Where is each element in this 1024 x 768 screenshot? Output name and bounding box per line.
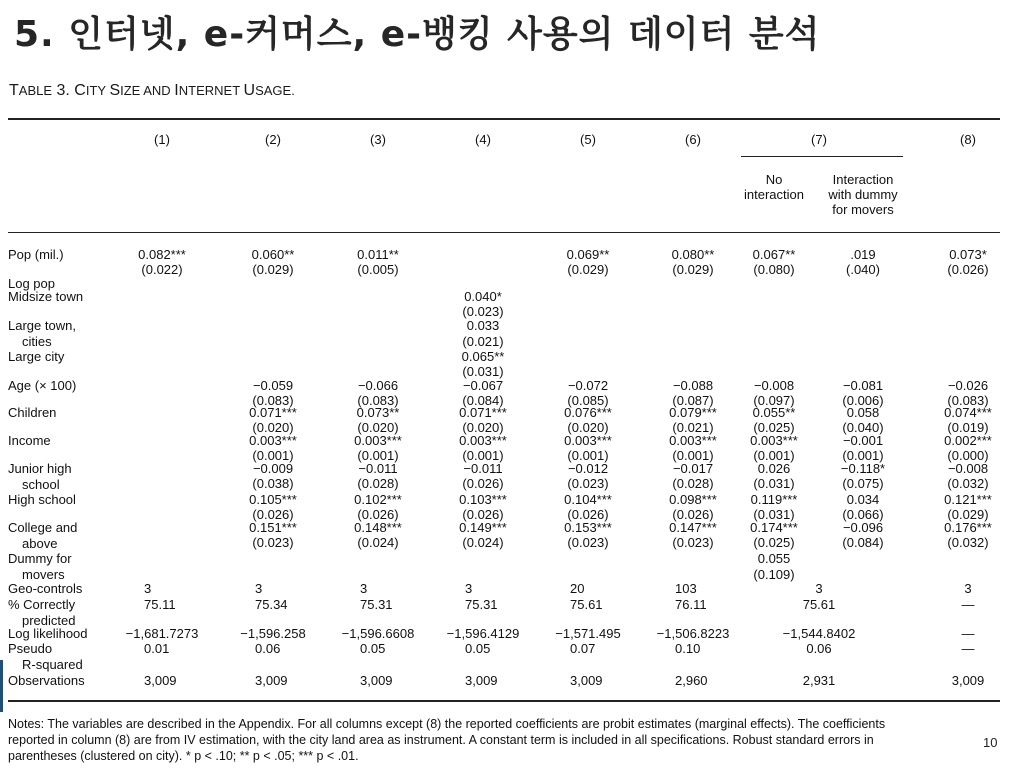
se-cell: (0.026) (252, 507, 294, 522)
se-cell: (0.020) (462, 420, 504, 435)
se-cell: (0.083) (252, 393, 294, 408)
stat-cell: 3,009 (360, 673, 393, 688)
coef-cell: −0.067 (462, 378, 504, 393)
table-bottom-rule (8, 700, 1000, 702)
se-cell: (0.001) (462, 448, 504, 463)
se-cell: (0.024) (357, 535, 399, 550)
notes-line: parentheses (clustered on city). * p < .10; ** p < .05; *** p < .01. (8, 749, 359, 763)
stat-cell: 3 (144, 581, 152, 596)
se-cell: (0.085) (567, 393, 609, 408)
notes-line: reported in column (8) are from IV estimation, with the city land area as instrument. A constant term is included in all specifications. Robust standard errors in (8, 733, 874, 747)
coef-cell: 0.003*** (669, 433, 717, 448)
coef-cell: 0.011** (357, 247, 399, 262)
coef-cell: 0.103*** (459, 492, 507, 507)
stat-cell: 0.07 (570, 641, 596, 656)
table-header-rule (8, 232, 1000, 233)
coef-cell: −0.012 (567, 461, 609, 476)
coef-cell: 0.148*** (354, 520, 402, 535)
row-label: Income (8, 433, 51, 448)
coef-cell: −0.096 (842, 520, 884, 535)
row-label: Large town, (8, 318, 76, 333)
stat-cell: 3,009 (255, 673, 288, 688)
column-header: (7) (811, 132, 827, 147)
notes-line: Notes: The variables are described in the Appendix. For all columns except (8) the reported coefficients are probit estimates (marginal effects). The coefficients (8, 717, 886, 731)
se-cell: (0.032) (947, 476, 989, 491)
stat-cell: 75.34 (255, 597, 288, 612)
coef-cell: 0.153*** (564, 520, 612, 535)
se-cell: (0.021) (672, 420, 714, 435)
se-cell: (0.026) (462, 476, 504, 491)
row-label: Children (8, 405, 57, 420)
se-cell: (0.025) (753, 535, 795, 550)
se-cell: (0.031) (753, 476, 795, 491)
coef-cell: 0.003*** (459, 433, 507, 448)
coef-cell: 0.076*** (564, 405, 612, 420)
coef-cell: 0.055** (752, 405, 796, 420)
column-header: (8) (960, 132, 976, 147)
se-cell: (0.032) (947, 535, 989, 550)
stat-cell: 75.61 (570, 597, 603, 612)
coef-cell: −0.118* (840, 461, 886, 476)
stat-cell: 3 (360, 581, 368, 596)
se-cell: (0.021) (462, 334, 504, 349)
coef-cell: −0.011 (358, 461, 398, 476)
coef-cell: 0.003*** (750, 433, 798, 448)
stat-cell: — (961, 626, 975, 641)
se-cell: (0.001) (252, 448, 294, 463)
stat-cell: 75.11 (144, 597, 176, 612)
row-label: Log pop (8, 276, 55, 291)
coef-cell: −0.072 (567, 378, 609, 393)
coef-cell: 0.082*** (138, 247, 186, 262)
se-cell: (0.109) (753, 567, 795, 582)
coef-cell: −0.011 (463, 461, 503, 476)
coef-cell: −0.008 (753, 378, 795, 393)
row-label: R-squared (22, 657, 83, 672)
se-cell: (0.040) (842, 420, 884, 435)
stat-cell: 2,931 (802, 673, 836, 688)
coef-cell: 0.151*** (249, 520, 297, 535)
coef-cell: −0.081 (842, 378, 884, 393)
se-cell: (0.023) (567, 476, 609, 491)
coef-cell: 0.080** (671, 247, 715, 262)
se-cell: (0.026) (357, 507, 399, 522)
row-label: above (22, 536, 58, 551)
se-cell: (0.026) (672, 507, 714, 522)
row-label: Geo-controls (8, 581, 83, 596)
column-7-span-rule (741, 156, 903, 157)
coef-cell: 0.147*** (669, 520, 717, 535)
stat-cell: 75.61 (802, 597, 836, 612)
coef-cell: 0.002*** (944, 433, 992, 448)
column-header: (5) (580, 132, 596, 147)
coef-cell: −0.001 (842, 433, 884, 448)
stat-cell: 2,960 (675, 673, 708, 688)
column-header: (6) (685, 132, 701, 147)
se-cell: (0.080) (753, 262, 795, 277)
slide-accent-bar (0, 660, 3, 712)
se-cell: (.040) (846, 262, 880, 277)
coef-cell: 0.003*** (249, 433, 297, 448)
stat-cell: 3,009 (951, 673, 985, 688)
stat-cell: 3,009 (144, 673, 177, 688)
row-label: predicted (22, 613, 76, 628)
coef-cell: 0.065** (461, 349, 505, 364)
stat-cell: −1,596.258 (240, 626, 306, 641)
column-7-subheader: Interaction with dummy for movers (828, 172, 898, 217)
coef-cell: 0.033 (466, 318, 500, 333)
se-cell: (0.087) (672, 393, 714, 408)
stat-cell: — (961, 641, 975, 656)
row-label: school (22, 477, 60, 492)
row-label: Large city (8, 349, 65, 364)
se-cell: (0.029) (672, 262, 714, 277)
coef-cell: −0.088 (672, 378, 714, 393)
se-cell: (0.000) (947, 448, 989, 463)
column-header: (3) (370, 132, 386, 147)
se-cell: (0.075) (842, 476, 884, 491)
coef-cell: 0.069** (566, 247, 610, 262)
stat-cell: 0.06 (806, 641, 832, 656)
se-cell: (0.001) (753, 448, 795, 463)
row-label: cities (22, 334, 52, 349)
coef-cell: 0.034 (846, 492, 880, 507)
se-cell: (0.031) (753, 507, 795, 522)
row-label: High school (8, 492, 76, 507)
stat-cell: 75.31 (360, 597, 393, 612)
se-cell: (0.031) (462, 364, 504, 379)
row-label: College and (8, 520, 78, 535)
stat-cell: 0.05 (465, 641, 491, 656)
stat-cell: 0.06 (255, 641, 281, 656)
coef-cell: 0.102*** (354, 492, 402, 507)
se-cell: (0.022) (141, 262, 183, 277)
se-cell: (0.097) (753, 393, 795, 408)
stat-cell: 3 (255, 581, 263, 596)
se-cell: (0.026) (462, 507, 504, 522)
se-cell: (0.029) (947, 507, 989, 522)
slide-title: 5. 인터넷, e-커머스, e-뱅킹 사용의 데이터 분석 (14, 14, 821, 55)
se-cell: (0.001) (567, 448, 609, 463)
coef-cell: −0.017 (672, 461, 714, 476)
row-label: % Correctly (8, 597, 76, 612)
stat-cell: −1,596.4129 (446, 626, 520, 641)
row-label: Log likelihood (8, 626, 88, 641)
page-number: 10 (983, 735, 998, 750)
coef-cell: 0.119*** (750, 492, 798, 507)
coef-cell: 0.071*** (459, 405, 507, 420)
coef-cell: −0.008 (947, 461, 989, 476)
se-cell: (0.038) (252, 476, 294, 491)
row-label: Pseudo (8, 641, 53, 656)
stat-cell: 0.10 (675, 641, 701, 656)
row-label: Dummy for (8, 551, 72, 566)
se-cell: (0.023) (567, 535, 609, 550)
stat-cell: 3,009 (570, 673, 603, 688)
column-7-subheader: No interaction (744, 172, 804, 202)
se-cell: (0.028) (672, 476, 714, 491)
se-cell: (0.066) (842, 507, 884, 522)
se-cell: (0.024) (462, 535, 504, 550)
stat-cell: −1,544.8402 (782, 626, 856, 641)
stat-cell: 3 (964, 581, 972, 596)
coef-cell: 0.003*** (354, 433, 402, 448)
coef-cell: .019 (850, 247, 876, 262)
coef-cell: 0.003*** (564, 433, 612, 448)
stat-cell: 0.05 (360, 641, 386, 656)
stat-cell: 3 (815, 581, 823, 596)
coef-cell: 0.174*** (750, 520, 798, 535)
stat-cell: 3 (465, 581, 473, 596)
row-label: movers (22, 567, 65, 582)
coef-cell: 0.067** (752, 247, 796, 262)
row-label: Junior high (8, 461, 72, 476)
se-cell: (0.023) (252, 535, 294, 550)
row-label: Age (× 100) (8, 378, 77, 393)
coef-cell: 0.098*** (669, 492, 717, 507)
coef-cell: 0.026 (757, 461, 791, 476)
coef-cell: 0.105*** (249, 492, 297, 507)
stat-cell: −1,506.8223 (656, 626, 730, 641)
se-cell: (0.083) (947, 393, 989, 408)
coef-cell: 0.079*** (669, 405, 717, 420)
coef-cell: 0.058 (846, 405, 880, 420)
se-cell: (0.005) (357, 262, 399, 277)
coef-cell: −0.009 (252, 461, 294, 476)
row-label: Midsize town (8, 289, 84, 304)
se-cell: (0.083) (357, 393, 399, 408)
stat-cell: 3,009 (465, 673, 498, 688)
se-cell: (0.020) (252, 420, 294, 435)
coef-cell: 0.073* (949, 247, 987, 262)
coef-cell: 0.060** (251, 247, 295, 262)
stat-cell: — (961, 597, 975, 612)
se-cell: (0.001) (842, 448, 884, 463)
se-cell: (0.028) (357, 476, 399, 491)
se-cell: (0.023) (462, 304, 504, 319)
coef-cell: −0.026 (947, 378, 989, 393)
coef-cell: 0.149*** (459, 520, 507, 535)
coef-cell: 0.073** (356, 405, 400, 420)
row-label: Observations (8, 673, 85, 688)
se-cell: (0.026) (947, 262, 989, 277)
coef-cell: 0.176*** (944, 520, 992, 535)
se-cell: (0.029) (567, 262, 609, 277)
coef-cell: 0.071*** (249, 405, 297, 420)
table-caption: TABLE 3. CITY SIZE AND INTERNET USAGE. (9, 82, 295, 99)
se-cell: (0.029) (252, 262, 294, 277)
se-cell: (0.020) (567, 420, 609, 435)
stat-cell: 0.01 (144, 641, 170, 656)
stat-cell: 103 (675, 581, 697, 596)
coef-cell: 0.104*** (564, 492, 612, 507)
se-cell: (0.026) (567, 507, 609, 522)
table-notes (8, 716, 1000, 764)
coef-cell: 0.121*** (944, 492, 992, 507)
se-cell: (0.001) (357, 448, 399, 463)
row-label: Pop (mil.) (8, 247, 64, 262)
se-cell: (0.025) (753, 420, 795, 435)
coef-cell: 0.074*** (944, 405, 992, 420)
se-cell: (0.001) (672, 448, 714, 463)
column-header: (2) (265, 132, 281, 147)
stat-cell: −1,596.6608 (341, 626, 415, 641)
coef-cell: −0.066 (357, 378, 399, 393)
stat-cell: 76.11 (675, 597, 707, 612)
column-header: (1) (154, 132, 170, 147)
se-cell: (0.084) (462, 393, 504, 408)
se-cell: (0.019) (947, 420, 989, 435)
se-cell: (0.084) (842, 535, 884, 550)
se-cell: (0.006) (842, 393, 884, 408)
column-header: (4) (475, 132, 491, 147)
table-top-rule (8, 118, 1000, 120)
coef-cell: 0.040* (464, 289, 502, 304)
se-cell: (0.020) (357, 420, 399, 435)
stat-cell: 75.31 (465, 597, 498, 612)
stat-cell: −1,681.7273 (125, 626, 199, 641)
se-cell: (0.023) (672, 535, 714, 550)
coef-cell: 0.055 (757, 551, 791, 566)
stat-cell: −1,571.495 (555, 626, 621, 641)
coef-cell: −0.059 (252, 378, 294, 393)
stat-cell: 20 (570, 581, 585, 596)
